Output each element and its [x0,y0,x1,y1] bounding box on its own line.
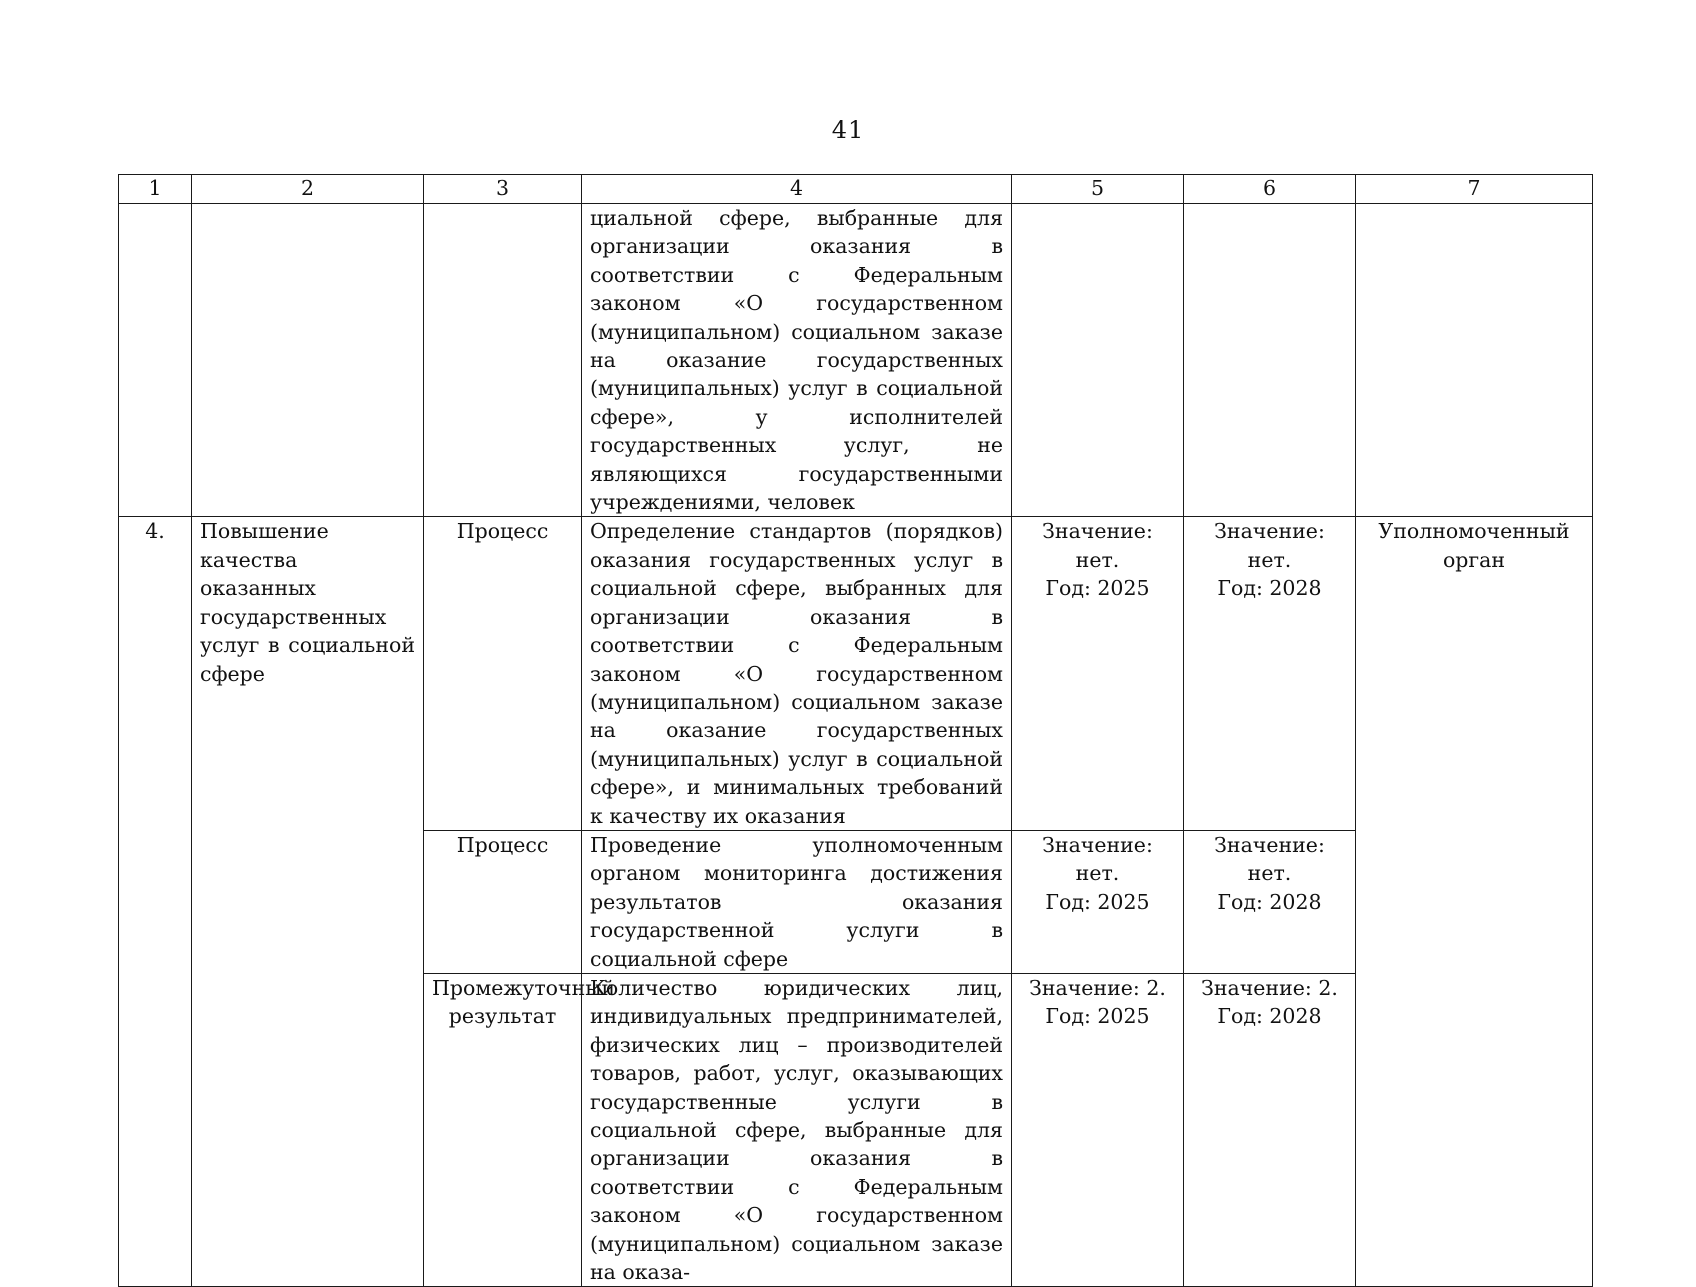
cell-empty [192,204,424,517]
table-row [119,517,1593,830]
indicator-description: Определение стандартов (порядков) оказания государственных услуг в социальной сфере, выбранных для организации оказания в соответствии с Федеральным законом «О государственном (муниципальном) социальном заказе на оказание государственных (муниципальных) услуг в социальной сфере», и минимальных требований к качеству их оказания [582,517,1012,830]
header-col-4: 4 [582,175,1012,204]
cell-empty [424,204,582,517]
indicator-description: Проведение уполномоченным органом мониторинга достижения результатов оказания государственной услуги в социальной сфере [582,830,1012,973]
indicator-type: Промежуточный результат [424,973,582,1286]
header-col-5: 5 [1012,175,1184,204]
responsible-body: Уполномоченный орган [1356,517,1593,1287]
header-col-6: 6 [1184,175,1356,204]
indicator-type: Процесс [424,517,582,830]
task-name: Повышение качества оказанных государственных услуг в социальной сфере [192,517,424,1287]
base-value-cell [1012,830,1184,973]
table-row-continuation [119,204,1593,517]
header-row [119,175,1593,204]
page-number: 41 [831,116,865,144]
indicators-table [118,174,1593,1287]
target-year: Год: 2028 [1217,889,1322,914]
base-year: Год: 2025 [1045,889,1150,914]
target-value-cell [1184,973,1356,1286]
cell-empty [1012,204,1184,517]
target-value: Значение: нет. [1214,832,1325,886]
target-value: Значение: 2. [1201,975,1338,1000]
task-number: 4. [119,517,192,1287]
cell-empty [1184,204,1356,517]
indicator-description: Количество юридических лиц, индивидуальных предпринимателей, физических лиц – производителей товаров, работ, услуг, оказывающих государственные услуги в социальной сфере, выбранные для организации оказания в соответствии с Федеральным законом «О государственном (муниципальном) социальном заказе на оказа- [582,973,1012,1286]
base-year: Год: 2025 [1045,576,1150,601]
target-year: Год: 2028 [1217,1004,1322,1029]
base-value-cell [1012,517,1184,830]
cell-empty [119,204,192,517]
base-year: Год: 2025 [1045,1004,1150,1029]
base-value: Значение: нет. [1042,832,1153,886]
target-value: Значение: нет. [1214,519,1325,572]
base-value: Значение: 2. [1029,975,1166,1000]
cell-empty [1356,204,1593,517]
header-col-2: 2 [192,175,424,204]
continuation-description: циальной сфере, выбранные для организации оказания в соответствии с Федеральным законом «О государственном (муниципальном) социальном заказе на оказание государственных (муниципальных) услуг в социальной сфере», у исполнителей государственных услуг, не являющихся государственными учреждениями, человек [582,204,1012,517]
target-year: Год: 2028 [1217,576,1322,601]
base-value: Значение: нет. [1042,519,1153,572]
base-value-cell [1012,973,1184,1286]
target-value-cell [1184,517,1356,830]
header-col-7: 7 [1356,175,1593,204]
header-col-1: 1 [119,175,192,204]
indicator-type: Процесс [424,830,582,973]
header-col-3: 3 [424,175,582,204]
target-value-cell [1184,830,1356,973]
